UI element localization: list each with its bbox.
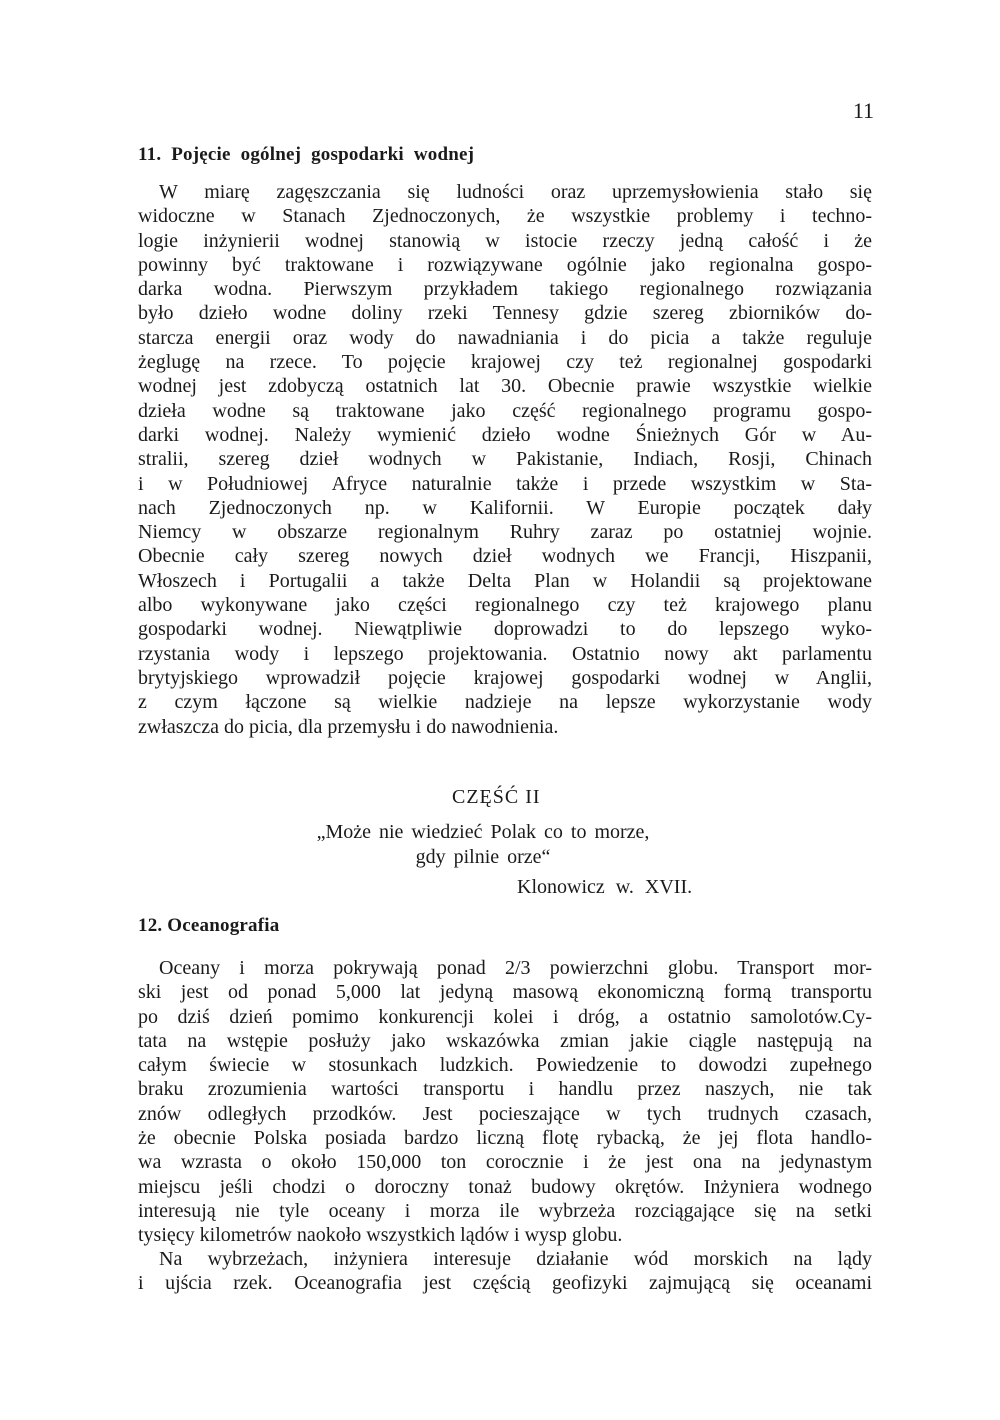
text-line: po dziś dzień pomimo konkurencji kolei i dróg, a ostatnio samolotów.Cy- [138,1005,872,1028]
text-line: ski jest od ponad 5,000 lat jedyną masową ekonomiczną formą transportu [138,981,872,1004]
text-line: interesują nie tyle oceany i morza ile wybrzeża rozciągające się na setki [138,1199,872,1222]
text-line: dzieła wodne są traktowane jako część regionalnego programu gospo- [138,399,872,422]
text-line: powinny być traktowane i rozwiązywane ogólnie jako regionalna gospo- [138,253,872,276]
text-line: z czym łączone są wielkie nadzieje na lepsze wykorzystanie wody [138,691,872,714]
section-heading-11: 11. Pojęcie ogólnej gospodarki wodnej [138,144,475,165]
text-line: zwłaszcza do picia, dla przemysłu i do nawodnienia. [138,715,559,738]
page-number: 11 [852,98,874,123]
text-line: znów odległych przodków. Jest pocieszające w tych trudnych czasach, [138,1102,872,1125]
text-line: i w Południowej Afryce naturalnie także i przede wszystkim w Sta- [138,472,872,495]
text-line: nach Zjednoczonych np. w Kalifornii. W Europie początek dały [138,496,872,519]
section-12-paragraph-2 [138,1247,872,1296]
text-line: widoczne w Stanach Zjednoczonych, że wszystkie problemy i techno- [138,205,872,228]
text-line: Włoszech i Portugalii a także Delta Plan w Holandii są projektowane [138,569,872,592]
text-line: braku zrozumienia wartości transportu i handlu przez naszych, nie tak [138,1078,872,1101]
text-line: Obecnie cały szereg nowych dzieł wodnych we Francji, Hiszpanii, [138,545,872,568]
text-line: rzystania wody i lepszego projektowania. Ostatnio nowy akt parlamentu [138,642,872,665]
text-line: wodnej jest zdobyczą ostatnich lat 30. Obecnie prawie wszystkie wielkie [138,375,872,398]
text-line: brytyjskiego wprowadził pojęcie krajowej gospodarki wodnej w Anglii, [138,666,872,689]
section-heading-12: 12. Oceanografia [138,915,280,936]
text-line: całym świecie w stosunkach ludzkich. Powiedzenie to dowodzi zupełnego [138,1054,872,1077]
text-line: tysięcy kilometrów naokoło wszystkich lądów i wysp globu. [138,1224,623,1247]
text-line: W miarę zagęszczania się ludności oraz uprzemysłowienia stało się [159,181,872,203]
epigraph-author: Klonowicz w. XVII. [517,876,693,898]
text-line: gospodarki wodnej. Niewątpliwie doprowadzi to do lepszego wyko- [138,618,872,641]
text-line: logie inżynierii wodnej stanowią w istocie rzeczy jedną całość i że [138,229,872,252]
text-line: starcza energii oraz wody do nawadniania i do picia a także reguluje [138,326,872,349]
text-line: tata na wstępie posłuży jako wskazówka zmian jakie ciągle następują na [138,1029,872,1052]
text-line: Oceany i morza pokrywają ponad 2/3 powierzchni globu. Transport mor- [159,957,872,979]
text-line: żeglugę na rzece. To pojęcie krajowej czy też regionalnej gospodarki [138,351,872,374]
text-line: i ujścia rzek. Oceanografia jest częścią geofizyki zajmującą się oceanami [138,1272,872,1295]
text-line: stralii, szereg dzieł wodnych w Pakistanie, Indiach, Rosji, Chinach [138,448,872,471]
epigraph-line: gdy pilnie orze“ [415,846,551,868]
text-line: Niemcy w obszarze regionalnym Ruhry zaraz po ostatniej wojnie. [138,521,872,544]
text-line: albo wykonywane jako części regionalnego czy też krajowego planu [138,594,872,617]
text-line: było dzieło wodne doliny rzeki Tennesy gdzie szereg zbiorników do- [138,302,872,325]
text-line: Na wybrzeżach, inżyniera interesuje działanie wód morskich na lądy [159,1248,872,1270]
text-line: że obecnie Polska posiada bardzo liczną flotę rybacką, że jej flota handlo- [138,1127,872,1150]
text-line: wa wzrasta o około 150,000 ton corocznie i że jest ona na jedynastym [138,1151,872,1174]
section-11-paragraph [138,180,872,739]
epigraph-line: „Może nie wiedzieć Polak co to morze, [316,821,650,843]
part-title: CZĘŚĆ II [452,786,541,808]
section-12-paragraph-1 [138,956,872,1248]
text-line: darka wodna. Pierwszym przykładem takiego regionalnego rozwiązania [138,278,872,301]
text-line: darki wodnej. Należy wymienić dzieło wodne Śnieżnych Gór w Au- [138,423,872,446]
text-line: miejscu jeśli chodzi o doroczny tonaż budowy okrętów. Inżyniera wodnego [138,1175,872,1198]
